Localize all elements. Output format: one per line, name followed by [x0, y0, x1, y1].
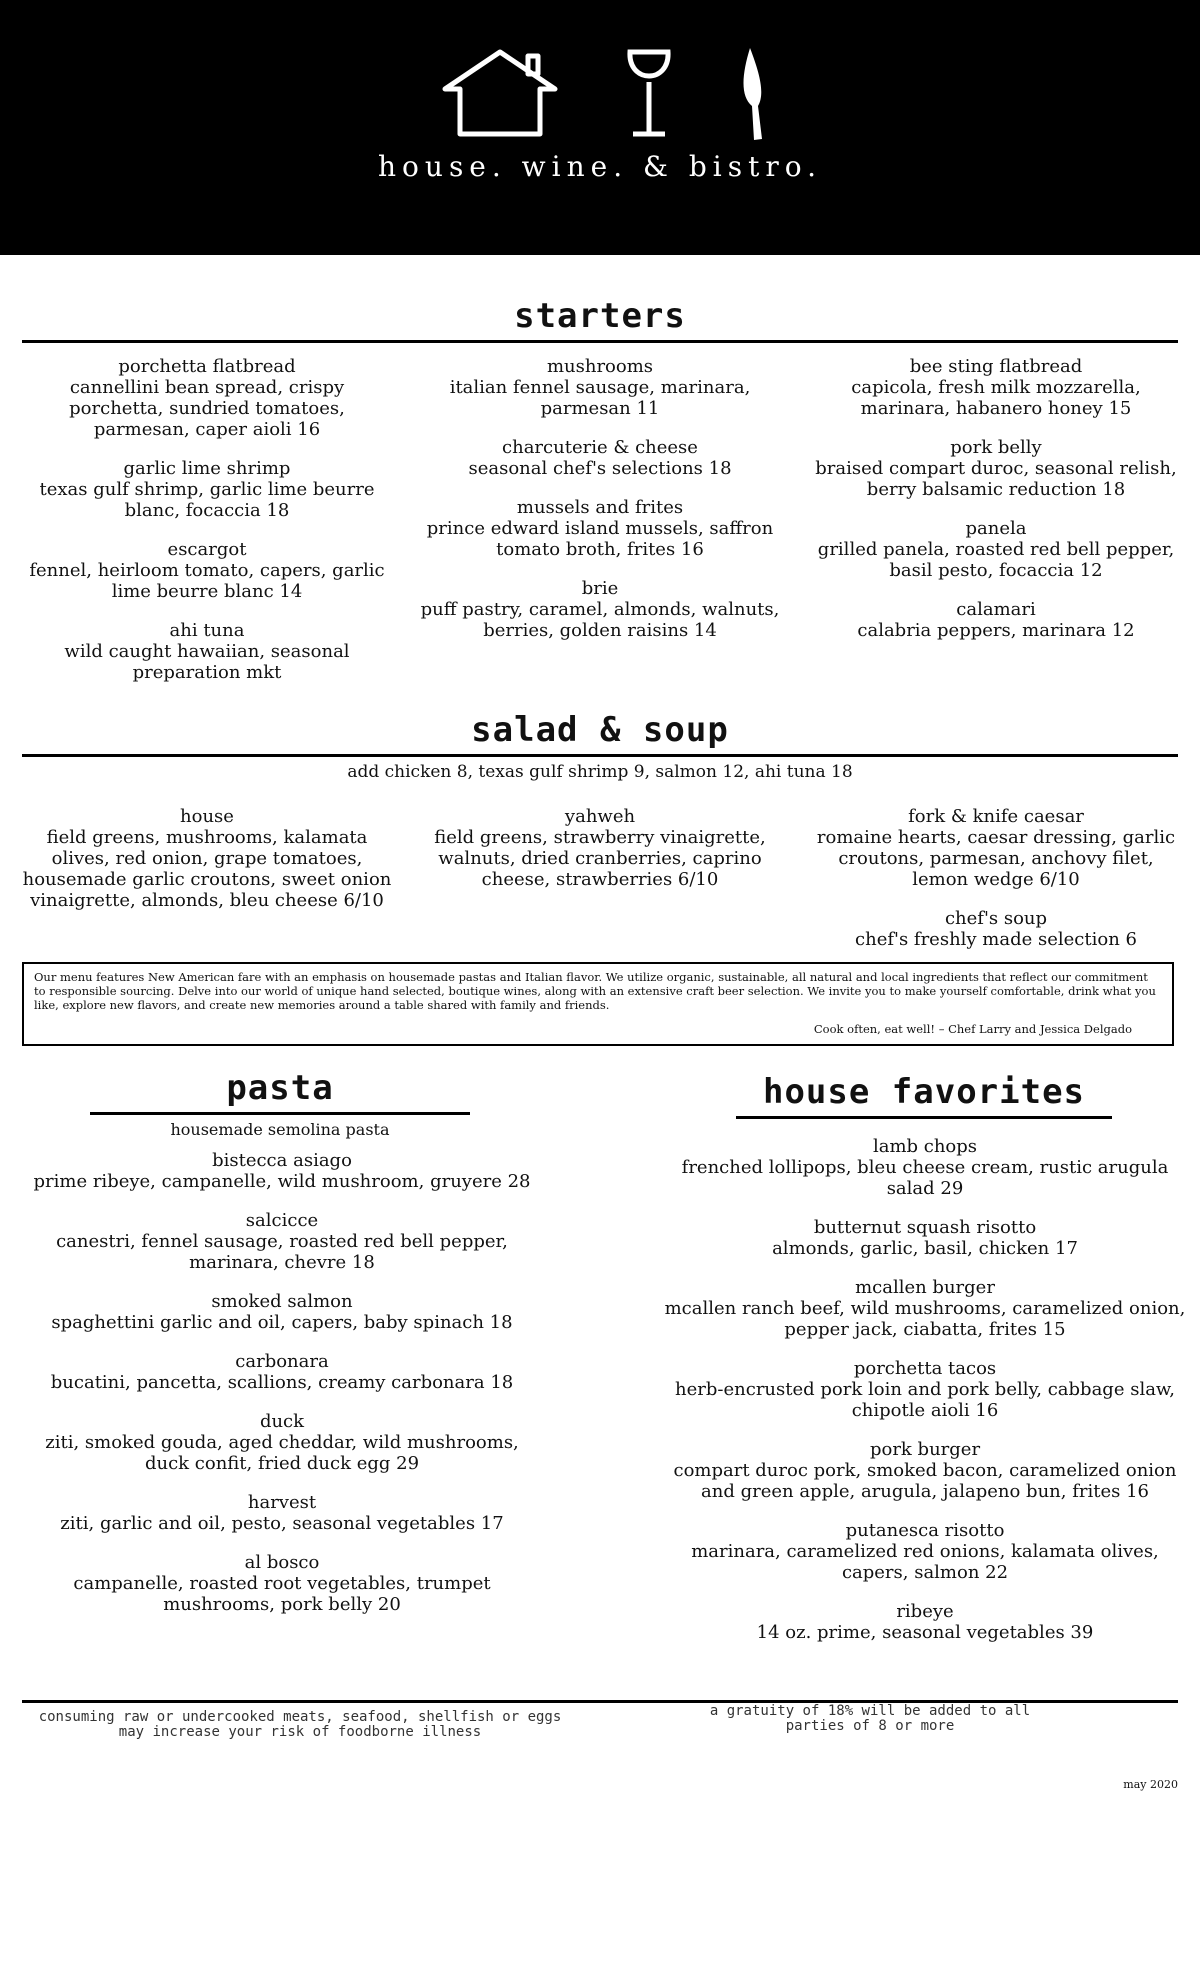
menu-item-name: smoked salmon [211, 1291, 353, 1312]
menu-item-name: house [180, 806, 234, 827]
menu-item [808, 437, 1184, 500]
menu-item-name: calamari [956, 599, 1036, 620]
menu-item [660, 1217, 1190, 1259]
salad-title: salad & soup [471, 710, 729, 750]
menu-item [402, 356, 798, 419]
menu-item-description: almonds, garlic, basil, chicken 17 [772, 1238, 1078, 1259]
footer-warning: consuming raw or undercooked meats, seafood, shellfish or eggs may increase your risk of foodborne illness [38, 1709, 562, 1740]
menu-item-description: calabria peppers, marinara 12 [857, 620, 1135, 641]
salad-col-3 [808, 806, 1184, 968]
menu-item-description: seasonal chef's selections 18 [468, 458, 732, 479]
starters-rule [22, 340, 1178, 343]
menu-item [22, 356, 392, 440]
header-band [0, 0, 1200, 255]
menu-item-name: bistecca asiago [212, 1150, 352, 1171]
menu-item-name: harvest [247, 1492, 317, 1513]
menu-item-description: spaghettini garlic and oil, capers, baby spinach 18 [51, 1312, 513, 1333]
menu-item-description: field greens, strawberry vinaigrette, walnuts, dried cranberries, caprino cheese, strawberries 6/10 [434, 827, 766, 890]
menu-item-name: bee sting flatbread [909, 356, 1083, 377]
menu-item [22, 1492, 542, 1534]
menu-item-description: ziti, garlic and oil, pesto, seasonal vegetables 17 [60, 1513, 504, 1534]
menu-item-description: braised compart duroc, seasonal relish, berry balsamic reduction 18 [815, 458, 1177, 500]
menu-item-description: canestri, fennel sausage, roasted red bell pepper, marinara, chevre 18 [56, 1231, 508, 1273]
menu-item [22, 539, 392, 602]
menu-item [22, 1351, 542, 1393]
fork-icon [744, 48, 763, 140]
menu-item-name: carbonara [235, 1351, 329, 1372]
salad-col-2 [402, 806, 798, 908]
menu-item [660, 1439, 1190, 1502]
menu-item [660, 1601, 1190, 1643]
pasta-rule [90, 1112, 470, 1115]
menu-item-description: herb-encrusted pork loin and pork belly, cabbage slaw, chipotle aioli 16 [675, 1379, 1175, 1421]
menu-item-name: charcuterie & cheese [502, 437, 698, 458]
menu-item-name: pork belly [950, 437, 1042, 458]
about-signature: Cook often, eat well! – Chef Larry and Jessica Delgado [813, 1022, 1132, 1036]
menu-item [808, 806, 1184, 890]
menu-item-description: bucatini, pancetta, scallions, creamy carbonara 18 [50, 1372, 514, 1393]
about-text: Our menu features New American fare with an emphasis on housemade pastas and Italian flavor. We utilize organic, sustainable, all natural and local ingredients that reflect our commitment to responsible sourcing. Delve into our world of unique hand selected, boutique wines, along with an extensive craft beer selection. We invite you to make yourself comfortable, drink what you like, explore new flavors, and create new memories around a table shared with family and friends. [34, 970, 1156, 1012]
menu-item [660, 1136, 1190, 1199]
menu-item-description: compart duroc pork, smoked bacon, caramelized onion and green apple, arugula, jalapeno bun, frites 16 [673, 1460, 1177, 1502]
menu-item-name: lamb chops [872, 1136, 978, 1157]
menu-item-name: ahi tuna [169, 620, 245, 641]
house-icon [445, 52, 555, 134]
menu-item-description: mcallen ranch beef, wild mushrooms, caramelized onion, pepper jack, ciabatta, frites 15 [664, 1298, 1186, 1340]
menu-item-description: ziti, smoked gouda, aged cheddar, wild mushrooms, duck confit, fried duck egg 29 [45, 1432, 519, 1474]
favorites-list [660, 1136, 1190, 1661]
menu-item-description: marinara, caramelized red onions, kalamata olives, capers, salmon 22 [691, 1541, 1159, 1583]
menu-item-name: putanesca risotto [845, 1520, 1005, 1541]
menu-item-description: prime ribeye, campanelle, wild mushroom, gruyere 28 [33, 1171, 531, 1192]
salad-addons: add chicken 8, texas gulf shrimp 9, salmon 12, ahi tuna 18 [347, 762, 853, 782]
menu-item [808, 356, 1184, 419]
menu-item [22, 458, 392, 521]
menu-item-name: mussels and frites [516, 497, 684, 518]
about-box [22, 962, 1174, 1046]
menu-item-name: al bosco [244, 1552, 320, 1573]
menu-item-description: chef's freshly made selection 6 [855, 929, 1137, 950]
pasta-subtitle: housemade semolina pasta [170, 1120, 390, 1139]
menu-item [660, 1358, 1190, 1421]
favorites-title: house favorites [762, 1072, 1086, 1112]
menu-item-name: mushrooms [546, 356, 654, 377]
menu-item-name: pork burger [869, 1439, 981, 1460]
salad-rule [22, 754, 1178, 757]
menu-item-name: salcicce [245, 1210, 319, 1231]
salad-col-1 [22, 806, 392, 929]
menu-item [402, 497, 798, 560]
menu-item-description: fennel, heirloom tomato, capers, garlic lime beurre blanc 14 [29, 560, 385, 602]
menu-item [660, 1277, 1190, 1340]
menu-item-name: butternut squash risotto [813, 1217, 1037, 1238]
pasta-title: pasta [226, 1068, 334, 1108]
menu-item-description: puff pastry, caramel, almonds, walnuts, berries, golden raisins 14 [420, 599, 780, 641]
menu-item-name: escargot [167, 539, 247, 560]
menu-item-description: field greens, mushrooms, kalamata olives, red onion, grape tomatoes, housemade garlic croutons, sweet onion vinaigrette, almonds, bleu cheese 6/10 [22, 827, 392, 911]
menu-item [22, 1411, 542, 1474]
brand-name: house. wine. & bistro. [378, 150, 822, 183]
menu-item-name: fork & knife caesar [908, 806, 1084, 827]
menu-item [22, 1291, 542, 1333]
logo-icons [440, 44, 780, 144]
menu-item-description: grilled panela, roasted red bell pepper, basil pesto, focaccia 12 [817, 539, 1175, 581]
footer-gratuity: a gratuity of 18% will be added to all parties of 8 or more [709, 1703, 1031, 1734]
menu-item-description: romaine hearts, caesar dressing, garlic croutons, parmesan, anchovy filet, lemon wedge 6/10 [816, 827, 1176, 890]
menu-item [22, 806, 392, 911]
menu-item-description: prince edward island mussels, saffron tomato broth, frites 16 [426, 518, 774, 560]
menu-item-description: wild caught hawaiian, seasonal preparation mkt [64, 641, 350, 683]
menu-item-name: panela [965, 518, 1027, 539]
menu-item [22, 1210, 542, 1273]
starters-col-2 [402, 356, 798, 659]
pasta-list [22, 1150, 542, 1633]
menu-item-description: cannellini bean spread, crispy porchetta, sundried tomatoes, parmesan, caper aioli 16 [69, 377, 345, 440]
menu-item-description: italian fennel sausage, marinara, parmesan 11 [449, 377, 751, 419]
menu-item [808, 599, 1184, 641]
menu-item-name: yahweh [564, 806, 636, 827]
menu-item-description: 14 oz. prime, seasonal vegetables 39 [756, 1622, 1094, 1643]
menu-item-name: mcallen burger [855, 1277, 995, 1298]
menu-item-name: chef's soup [944, 908, 1048, 929]
favorites-rule [736, 1116, 1112, 1119]
starters-title: starters [514, 296, 686, 336]
menu-item [808, 908, 1184, 950]
menu-item-description: capicola, fresh milk mozzarella, marinara, habanero honey 15 [851, 377, 1141, 419]
menu-item-name: brie [581, 578, 619, 599]
menu-item-name: porchetta flatbread [118, 356, 296, 377]
menu-item-name: porchetta tacos [853, 1358, 997, 1379]
wine-glass-icon [630, 52, 668, 134]
menu-item [402, 806, 798, 890]
menu-item [808, 518, 1184, 581]
menu-item-name: garlic lime shrimp [123, 458, 291, 479]
menu-item [402, 578, 798, 641]
starters-col-1 [22, 356, 392, 701]
menu-item-description: campanelle, roasted root vegetables, trumpet mushrooms, pork belly 20 [73, 1573, 491, 1615]
starters-col-3 [808, 356, 1184, 659]
menu-item [22, 1552, 542, 1615]
menu-item-description: texas gulf shrimp, garlic lime beurre blanc, focaccia 18 [39, 479, 375, 521]
menu-item [402, 437, 798, 479]
menu-item [22, 1150, 542, 1192]
menu-date: may 2020 [1123, 1778, 1178, 1791]
menu-item [22, 620, 392, 683]
menu-item-description: frenched lollipops, bleu cheese cream, rustic arugula salad 29 [681, 1157, 1169, 1199]
menu-item-name: duck [259, 1411, 305, 1432]
menu-item [660, 1520, 1190, 1583]
menu-item-name: ribeye [896, 1601, 954, 1622]
